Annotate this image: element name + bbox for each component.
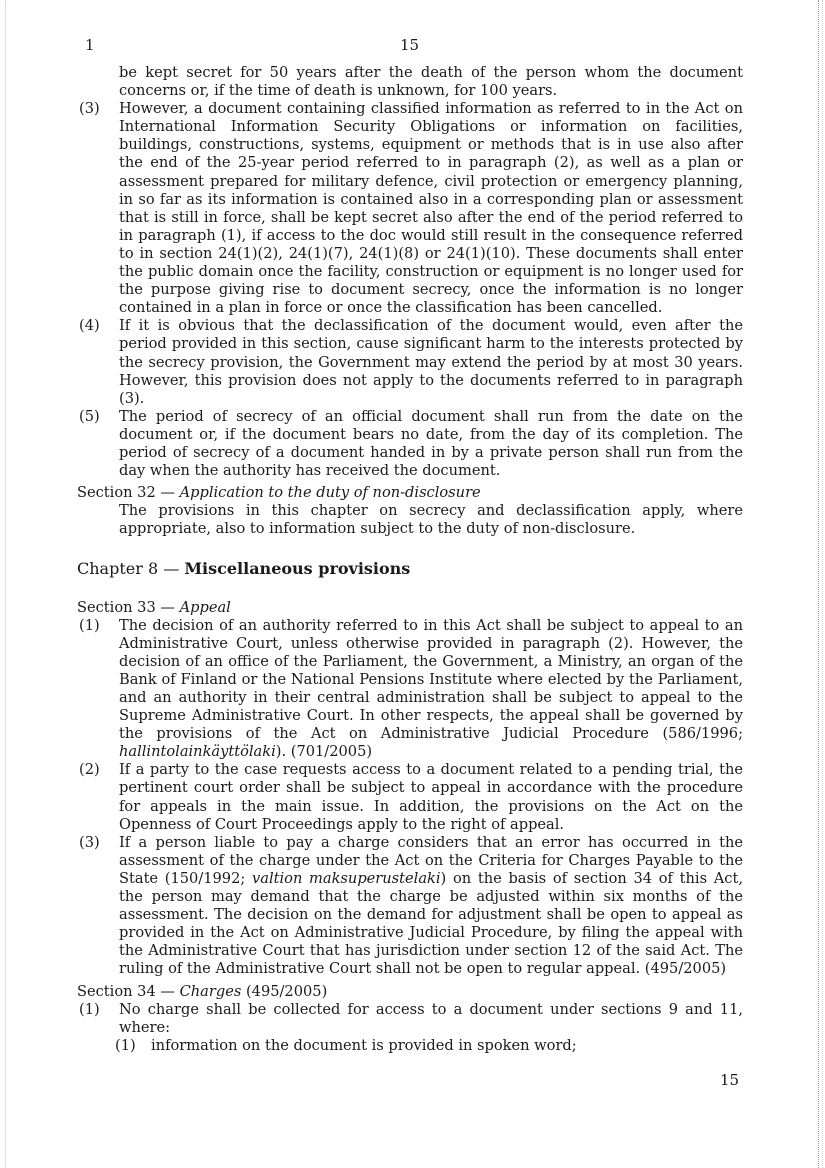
paragraph-text-main: If a person liable to pay a charge considers that an error has occurred in the assessment of the charge under the Act on the Criteria for Charges Payable to the State (150/1992; bbox=[119, 833, 743, 887]
paragraph-number: (3) bbox=[79, 100, 100, 118]
header-page-number: 15 bbox=[400, 36, 420, 54]
section-title: Appeal bbox=[179, 598, 231, 616]
paragraph-number: (1) bbox=[79, 616, 100, 634]
item-number: (1) bbox=[115, 1036, 136, 1054]
chapter-8-heading bbox=[77, 560, 743, 578]
section-31-paragraph-4 bbox=[77, 317, 743, 407]
scan-edge-right-outer bbox=[821, 0, 823, 1168]
paragraph-number: (3) bbox=[79, 833, 100, 851]
section-34-heading bbox=[77, 983, 743, 1001]
paragraph-text bbox=[119, 834, 743, 979]
document-body bbox=[77, 64, 743, 1055]
finnish-act-name: valtion maksuperustelaki bbox=[252, 869, 441, 887]
paragraph-text: However, a document containing classified information as referred to in the Act on International Information Security Obligations or information on facilities, buildings, constructions, systems, equipment or methods that is in use also after the end of the 25-year period referred to in paragraph (2), as well as a plan or assessment prepared for military defence, civil protection or emergency planning, in so far as its information is contained also in a corresponding plan or assessment that is still in force, shall be kept secret also after the end of the period referred to in paragraph (1), if access to the doc would still result in the consequence referred to in section 24(1)(2), 24(1)(7), 24(1)(8) or 24(1)(10). These documents shall enter the public domain once the facility, construction or equipment is no longer used for the purpose giving rise to document secrecy, once the information is no longer contained in a plan in force or once the classification has been cancelled. bbox=[119, 100, 743, 317]
paragraph-number: (4) bbox=[79, 317, 100, 335]
footer-page-number: 15 bbox=[720, 1071, 740, 1089]
section-title: Application to the duty of non-disclosure bbox=[179, 484, 481, 502]
section-34-item-1 bbox=[77, 1037, 743, 1055]
section-33-paragraph-2 bbox=[77, 761, 743, 833]
section-31-paragraph-3 bbox=[77, 100, 743, 317]
paragraph-text: If a party to the case requests access to a document related to a pending trial, the pertinent court order shall be subject to appeal in accordance with the procedure for appeals in the main issue. In addition, the provisions on the Act on the Openness of Court Proceedings apply to the right of appeal. bbox=[119, 761, 743, 833]
paragraph-text-main: The decision of an authority referred to in this Act shall be subject to appeal to an Administrative Court, unless otherwise provided in paragraph (2). However, the decision of an office of the Parliament, the Government, a Ministry, an organ of the Bank of Finland or the National Pensions Institute where elected by the Parliament, and an authority in their central administration shall be subject to appeal to the Supreme Administrative Court. In other respects, the appeal shall be governed by the provisions of the Act on Administrative Judicial Procedure (586/1996; bbox=[119, 616, 743, 743]
scan-edge-left bbox=[5, 0, 7, 1168]
section-34-paragraph-1 bbox=[77, 1001, 743, 1037]
section-label: Section 32 — bbox=[77, 484, 180, 502]
section-33-heading bbox=[77, 599, 743, 617]
header-left-number: 1 bbox=[85, 36, 95, 54]
continued-paragraph: be kept secret for 50 years after the death of the person whom the document concerns or, if the time of death is unknown, for 100 years. bbox=[119, 64, 743, 100]
section-32-heading bbox=[77, 484, 743, 502]
paragraph-text: The period of secrecy of an official document shall run from the date on the document or, if the document bears no date, from the day of its completion. The period of secrecy of a document handed in by a private person shall run from the day when the authority has received the document. bbox=[119, 407, 743, 480]
section-label: Section 33 — bbox=[77, 598, 180, 616]
section-33-paragraph-1 bbox=[77, 617, 743, 762]
section-31-paragraph-5 bbox=[77, 408, 743, 480]
section-label: Section 34 — bbox=[77, 982, 180, 1000]
chapter-title: Miscellaneous provisions bbox=[184, 559, 411, 579]
paragraph-text: If it is obvious that the declassification of the document would, even after the period provided in this section, cause significant harm to the interests protected by the secrecy provision, the Government may extend the period by at most 30 years. However, this provision does not apply to the documents referred to in paragraph (3). bbox=[119, 317, 743, 407]
section-33-paragraph-3 bbox=[77, 834, 743, 979]
section-amendment: (495/2005) bbox=[241, 982, 328, 1000]
item-text: information on the document is provided in spoken word; bbox=[151, 1036, 577, 1054]
paragraph-number: (5) bbox=[79, 407, 100, 425]
paragraph-text bbox=[119, 617, 743, 762]
paragraph-text-tail: ). (701/2005) bbox=[275, 743, 373, 761]
paragraph-number: (2) bbox=[79, 761, 100, 779]
section-32-text: The provisions in this chapter on secrecy and declassification apply, where appropriate, also to information subject to the duty of non-disclosure. bbox=[119, 502, 743, 538]
paragraph-text-tail: ) on the basis of section 34 of this Act, the person may demand that the charge be adjusted within six months of the assessment. The decision on the demand for adjustment shall be open to appeal as provided in the Act on Administrative Judicial Procedure, by filing the appeal with the Administrative Court that has jurisdiction under section 12 of the said Act. The ruling of the Administrative Court shall not be open to regular appeal. (495/2005) bbox=[119, 869, 743, 978]
paragraph-text: No charge shall be collected for access to a document under sections 9 and 11, where: bbox=[119, 1000, 743, 1036]
finnish-act-name: hallintolainkäyttölaki bbox=[119, 743, 276, 761]
scan-edge-right bbox=[817, 0, 819, 1168]
chapter-label: Chapter 8 — bbox=[77, 559, 185, 579]
paragraph-number: (1) bbox=[79, 1000, 100, 1018]
section-title: Charges bbox=[179, 982, 242, 1000]
